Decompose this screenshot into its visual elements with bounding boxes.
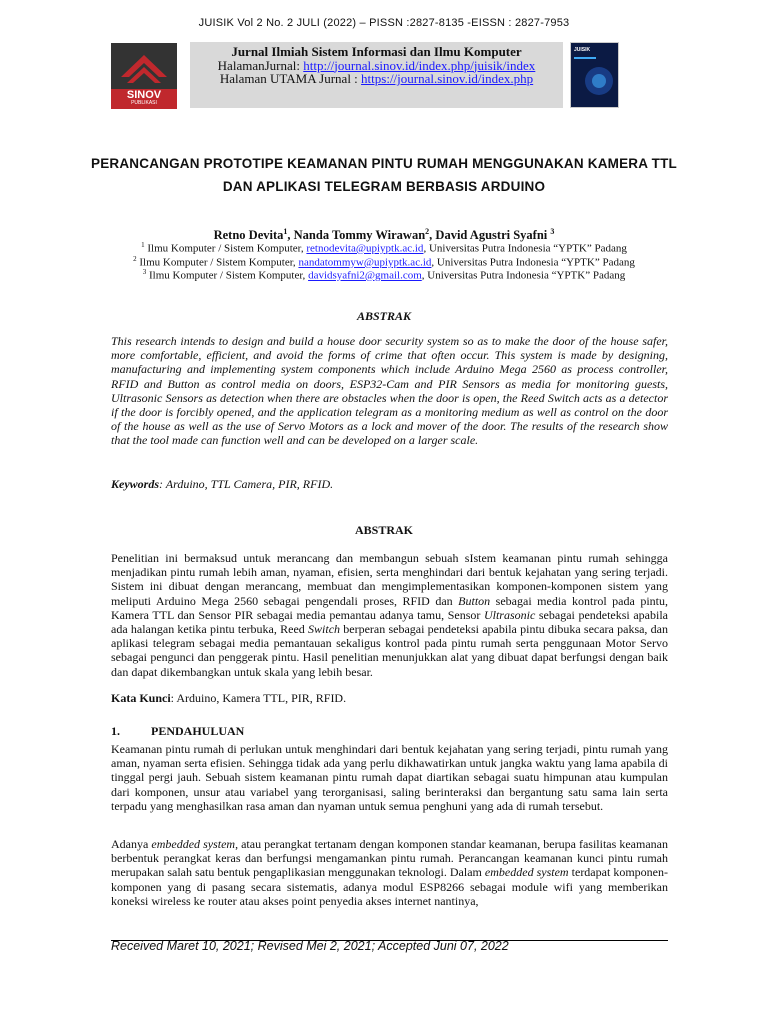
author-3: David Agustri Syafni xyxy=(435,228,551,243)
banner-halaman-line xyxy=(190,59,563,73)
affiliation-2 xyxy=(0,255,768,269)
keywords-id xyxy=(111,691,346,706)
affiliation-1-sup: 1 xyxy=(141,241,145,249)
intro-p2-a: Adanya xyxy=(111,837,152,851)
author-1-sup: 1 xyxy=(283,227,288,236)
author-separator: , xyxy=(429,228,436,243)
affiliation-1 xyxy=(0,241,768,255)
affiliation-3-sup: 3 xyxy=(142,268,147,276)
author-1: Retno Devita xyxy=(213,228,284,243)
author-2-sup: 2 xyxy=(425,227,430,236)
affiliation-3-prefix: Ilmu Komputer / Sistem Komputer, xyxy=(146,269,309,282)
abstract-heading-en: ABSTRAK xyxy=(356,309,412,323)
intro-paragraph-2 xyxy=(111,837,668,908)
sinov-logo xyxy=(111,43,177,109)
affiliation-2-suffix: , Universitas Putra Indonesia “YPTK” Padang xyxy=(431,256,635,269)
logo-text: SINOV xyxy=(126,89,162,101)
abstract-id-ultrasonic-term: Ultrasonic xyxy=(483,607,536,622)
affiliation-3-suffix: , Universitas Putra Indonesia “YPTK” Padang xyxy=(421,269,626,282)
banner-halaman-label: HalamanJurnal: xyxy=(217,57,304,73)
abstract-heading-id: ABSTRAK xyxy=(354,523,413,537)
intro-paragraph-1: Keamanan pintu rumah di perlukan untuk menghindari dari bentuk kejahatan yang sering terjadi, pintu rumah yang aman, nyaman serta efisien. Sehingga tidak ada yang perlu dikhawatirkan untuk jangka waktu yang lama apabila di tinggal pergi jauh. Sebuah sistem keamanan pintu rumah dapat diartikan sebagai suatu himpunan atau kumpulan dari komponen, unsur atau variabel yang terorganisasi, saling berinteraksi dan bergantung satu sama lain serta terpadu yang menghasilkan rasa aman dan nyaman untuk semua penghuni yang ada di rumah tersebut. xyxy=(111,742,668,813)
keywords-en xyxy=(111,477,333,492)
affiliation-1-prefix: Ilmu Komputer / Sistem Komputer, xyxy=(144,242,307,255)
keywords-label: Keywords xyxy=(111,477,159,491)
cover-title: JUISIK xyxy=(574,47,591,53)
abstract-id-part-2: sebagai media kontrol pada pintu, Kamera TTL dan Sensor PIR sebagai media pemantau adanya tamu, Sensor xyxy=(111,593,668,622)
logo-subtext: PUBLIKASI xyxy=(131,100,157,106)
kata-kunci-label: Kata Kunci xyxy=(111,691,171,705)
journal-link[interactable]: http://journal.sinov.id/index.php/juisik/index xyxy=(303,57,536,73)
email-link-1[interactable]: retnodevita@upiyptk.ac.id xyxy=(306,242,424,255)
intro-p2-em2: embedded system xyxy=(484,865,569,880)
intro-p2-b: , atau perangkat tertanam dengan komponen standar keamanan, berupa fasilitas keamanan berbentuk perangkat keras dan berfungsi mengamankan pintu rumah. Perancangan keamanan kunci pintu rumah merupakan salah satu bentuk pengaplikasian menggunakan teknologi. Dalam xyxy=(111,837,668,880)
kata-kunci-values: : Arduino, Kamera TTL, PIR, RFID. xyxy=(170,691,347,705)
email-link-2[interactable]: nandatommyw@upiyptk.ac.id xyxy=(298,256,432,269)
email-link-3[interactable]: davidsyafni2@gmail.com xyxy=(308,269,422,282)
abstract-id-part-4: berperan sebagai pendeteksi apabila pintu dibuka secara paksa, dan aplikasi telegram sebagai media pemantauan sekaligus kontrol pada pintu rumah serta penggunaan Motor Servo sebagai pengunci dan penggerak pintu. Hasil penelitian menunjukkan alat yang dibuat dapat berfungsi dengan baik dan dapat dikembangkan untuk skala yang lebih besar. xyxy=(111,622,668,679)
author-2: Nanda Tommy Wirawan xyxy=(293,228,426,243)
main-journal-link[interactable]: https://journal.sinov.id/index.php xyxy=(361,71,534,86)
author-3-sup: 3 xyxy=(550,227,555,236)
abstract-id-part-1: Penelitian ini bermaksud untuk merancang dan membangun sebuah sIstem keamanan pintu rumah sehingga menjadikan pintu rumah lebih aman, nyaman, efisien, serta menghindari dari bentuk kejahatan yang sering terjadi. Sistem ini dibuat dengan merancang, membuat dan mengimplementasikan komponen-komponen sistem yang meliputi Arduino Mega 2560 sebagai pengendali proses, RFID dan xyxy=(111,551,668,608)
journal-cover-image xyxy=(570,42,619,108)
banner-title: Jurnal Ilmiah Sistem Informasi dan Ilmu Komputer xyxy=(231,44,522,59)
affiliation-3 xyxy=(0,268,768,282)
journal-header-line: JUISIK Vol 2 No. 2 JULI (2022) – PISSN :2827-8135 -EISSN : 2827-7953 xyxy=(198,17,570,29)
abstract-body-id xyxy=(111,551,668,679)
banner-utama-label: Halaman UTAMA Jurnal : xyxy=(219,71,362,86)
intro-p2-em1: embedded system xyxy=(151,837,236,851)
received-dates: Received Maret 10, 2021; Revised Mei 2, 2021; Accepted Juni 07, 2022 xyxy=(111,939,509,953)
section-title: PENDAHULUAN xyxy=(151,724,245,738)
title-line-2: DAN APLIKASI TELEGRAM BERBASIS ARDUINO xyxy=(222,179,546,194)
author-separator: , xyxy=(287,228,294,243)
journal-banner xyxy=(190,42,563,108)
abstract-id-button-term: Button xyxy=(458,593,491,608)
paper-title xyxy=(80,152,688,198)
banner-utama-line xyxy=(190,72,563,86)
affiliation-1-suffix: , Universitas Putra Indonesia “YPTK” Padang xyxy=(423,242,627,255)
affiliation-2-sup: 2 xyxy=(133,255,137,263)
section-heading xyxy=(111,724,244,739)
title-line-1: PERANCANGAN PROTOTIPE KEAMANAN PINTU RUMAH MENGGUNAKAN KAMERA TTL xyxy=(91,156,677,171)
keywords-values: : Arduino, TTL Camera, PIR, RFID. xyxy=(159,477,334,491)
abstract-id-part-3: sebagai pendeteksi apabila ada halangan ketika pintu terbuka, Reed xyxy=(111,607,668,637)
affiliation-2-prefix: Ilmu Komputer / Sistem Komputer, xyxy=(136,256,299,269)
abstract-id-switch-term: Switch xyxy=(308,622,341,637)
intro-p2-c: terdapat komponen-komponen yang di pasang secara sistematis, adanya modul ESP8266 sebagai module wifi yang memberikan koneksi wireless ke router atau akses point penyedia akses internet nantinya, xyxy=(111,865,668,908)
section-number: 1. xyxy=(111,724,120,738)
abstract-body-en: This research intends to design and build a house door security system so as to make the door of the house safer, more comfortable, efficient, and avoid the forms of crime that often occur. This system is made by designing, manufacturing and implementing system components which include Arduino Mega 2560 as process controller, RFID and Button as control media on doors, ESP32-Cam and PIR Sensors as media for monitoring guests, Ultrasonic Sensors as detection when there are obstacles when the door is open, the Reed Switch acts as a detector if the door is forcibly opened, and the application telegram as a monitoring medium as well as control on the door of the house as well as the use of Servo Motors as a lock and mover of the door. The results of the research show that the tool made can function well and can be developed on a larger scale. xyxy=(111,334,668,448)
